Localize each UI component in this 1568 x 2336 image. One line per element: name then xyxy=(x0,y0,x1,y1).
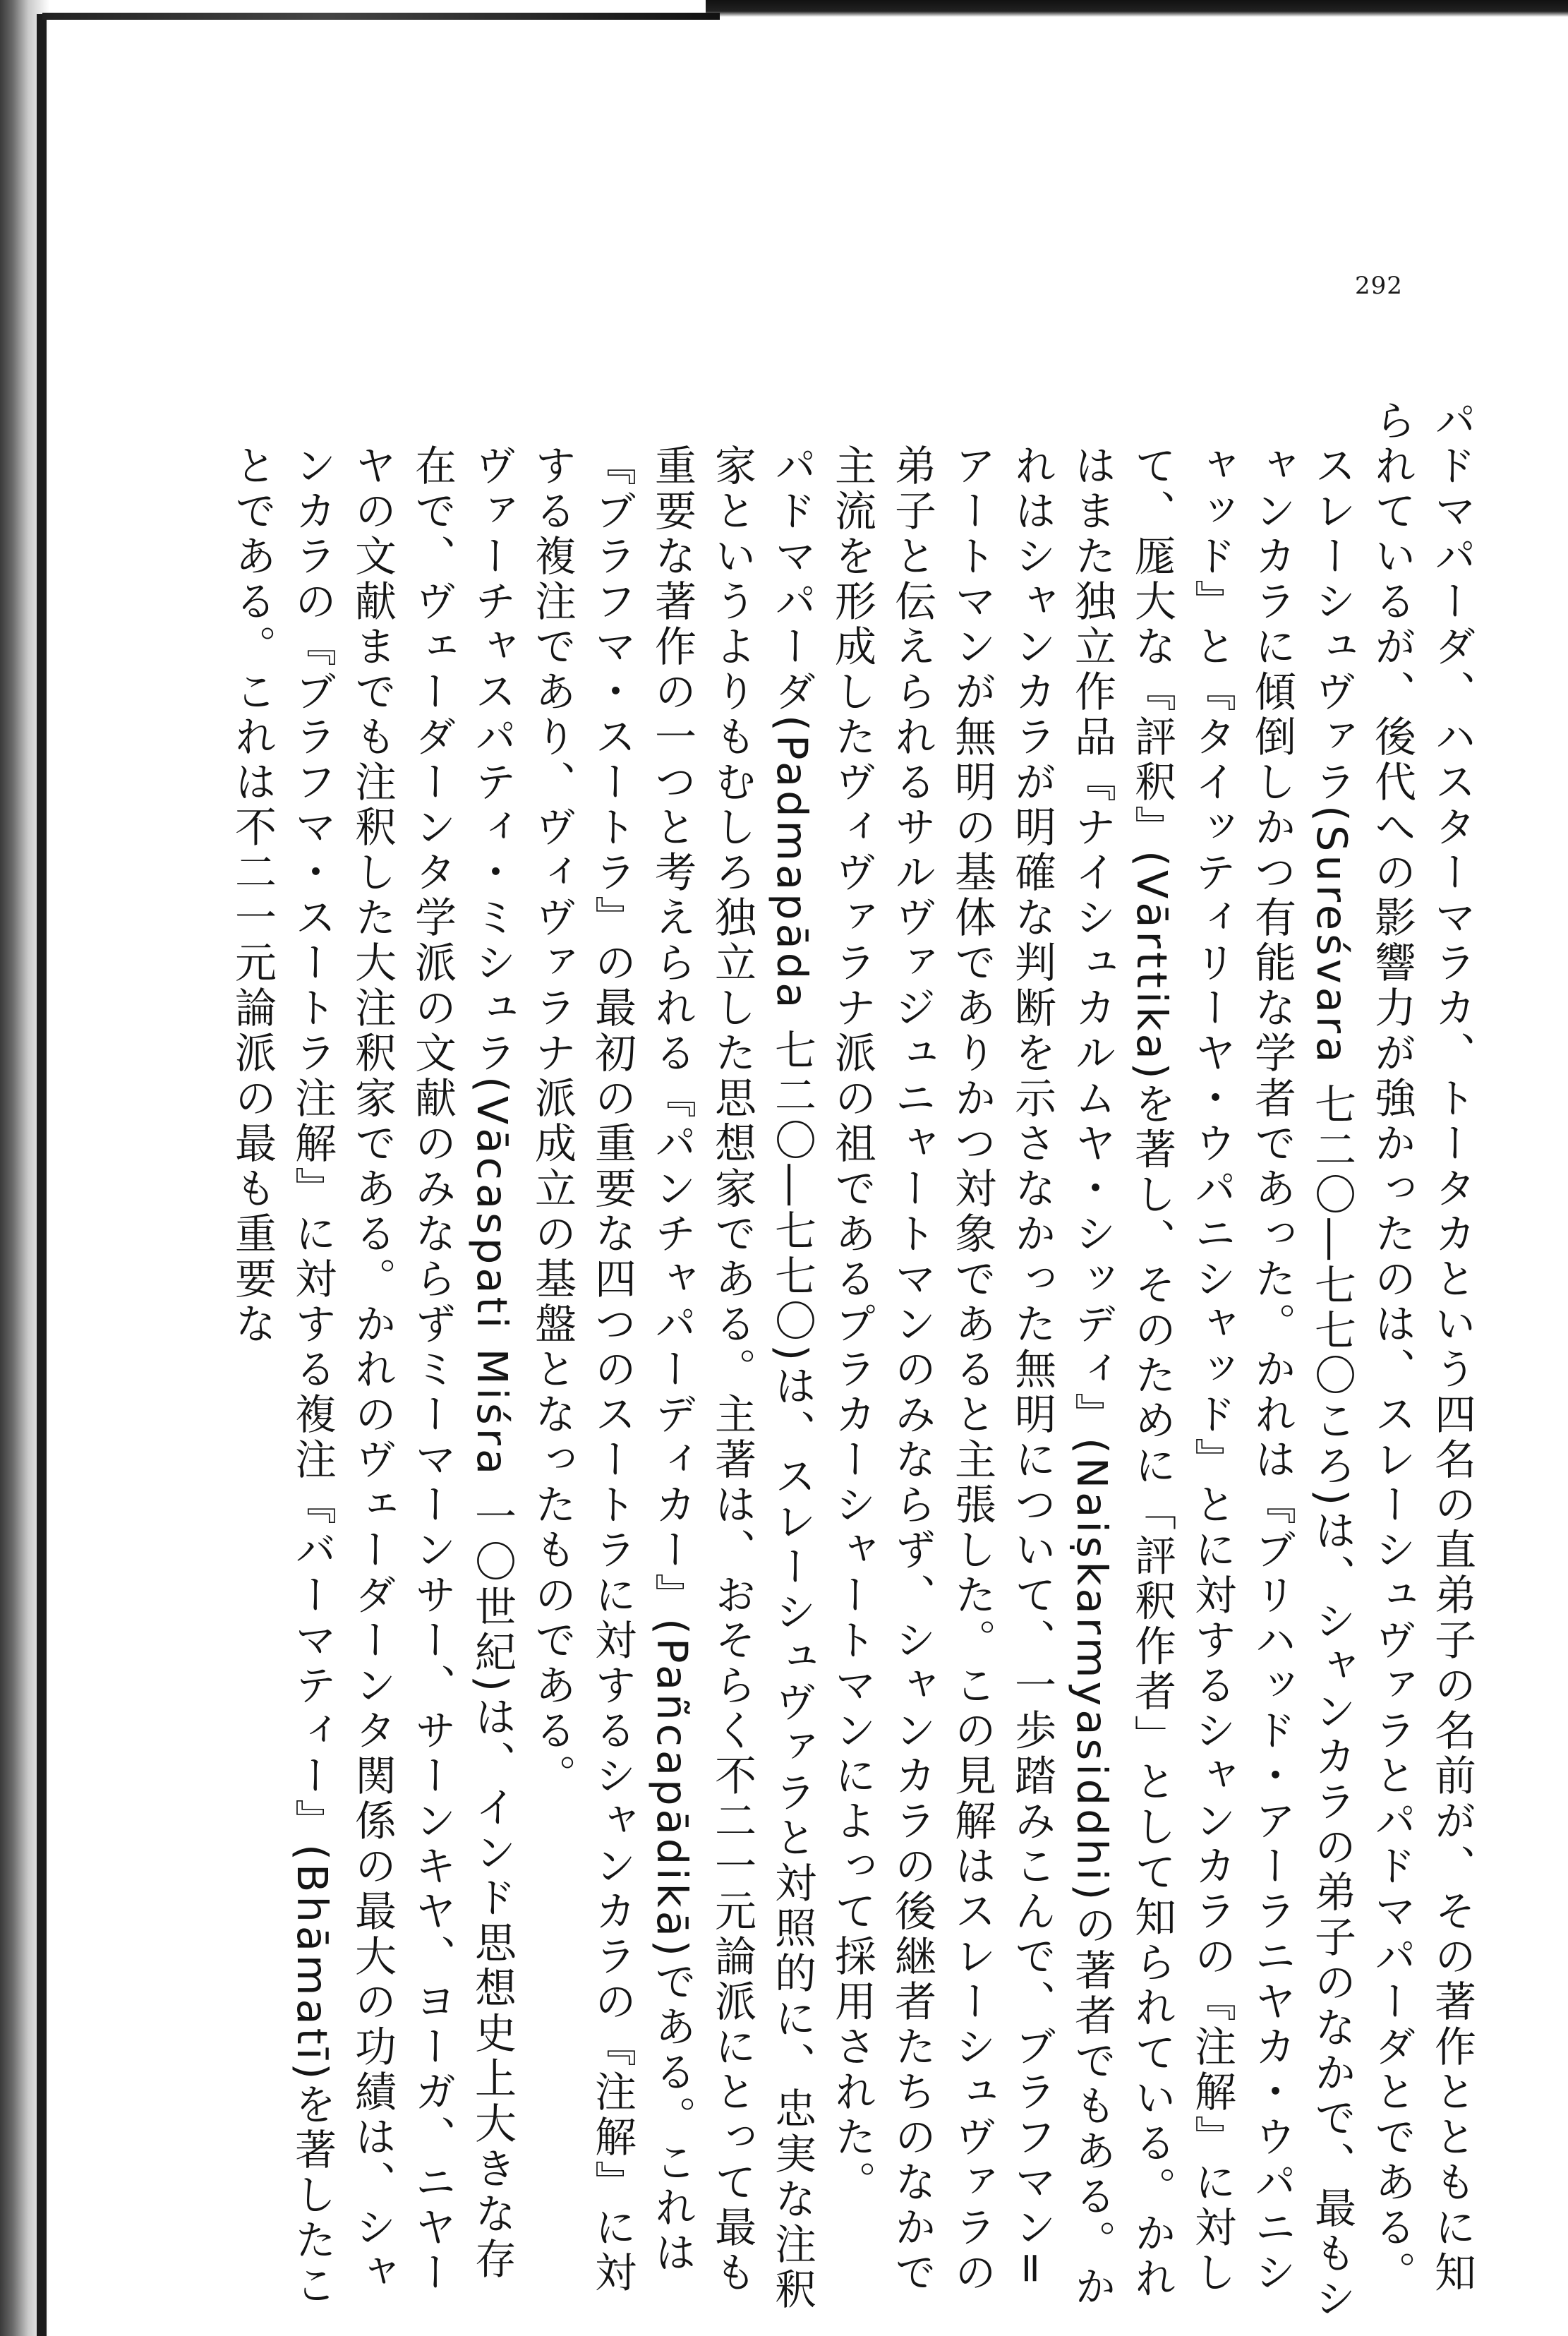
paragraph: パドマパーダ、ハスターマラカ、トータカという四名の直弟子の名前が、その著作とともに知られているが、後代への影響力が強かったのは、スレーシュヴァラとパドマパーダとである。 xyxy=(1368,399,1476,2296)
page-number: 292 xyxy=(1355,272,1403,300)
scan-top-edge xyxy=(706,0,1568,17)
scan-top-edge-thin xyxy=(42,13,720,20)
paragraph: パドマパーダ(Padmapāda 七二〇―七七〇)は、スレーシュヴァラと対照的に、忠実な注釈家というよりもむしろ独立した思想家である。主著は、おそらく不二一元論派にとって最も重要な著作の一つと考えられる『パンチャパーディカー』(Pañcapādikā)である。これは『ブラフマ・スートラ』の最初の重要な四つのスートラに対するシャンカラの『注解』に対する複注であり、ヴィヴァラナ派成立の基盤となったものである。 xyxy=(528,444,816,2313)
body-text xyxy=(228,399,1482,2325)
scan-binding-edge xyxy=(37,14,47,2336)
paragraph: スレーシュヴァラ(Sureśvara 七二〇―七七〇ころ)は、シャンカラの弟子のなかで、最もシャンカラに傾倒しかつ有能な学者であった。かれは『ブリハッド・アーラニヤカ・ウパニシャッド』と『タイッティリーヤ・ウパニシャッド』とに対するシャンカラの『注解』に対して、厖大な『評釈』(Vārttika)を著し、そのために「評釈作者」として知られている。かれはまた独立作品『ナイシュカルムヤ・シッディ』(Naiṣkarmyasiddhi)の著者でもある。かれはシャンカラが明確な判断を示さなかった無明について、一歩踏みこんで、ブラフマン=アートマンが無明の基体でありかつ対象であると主張した。この見解はスレーシュヴァラの弟子と伝えられるサルヴァジュニャートマンのみならず、シャンカラの後継者たちのなかで主流を形成したヴィヴァラナ派の祖であるプラカーシャートマンによって採用された。 xyxy=(828,444,1356,2323)
paragraph: ヴァーチャスパティ・ミシュラ(Vācaspati Miśra 一〇世紀)は、インド思想史上大きな存在で、ヴェーダーンタ学派の文献のみならずミーマーンサー、サーンキヤ、ヨーガ、ニヤーヤの文献までも注釈した大注釈家である。かれのヴェーダーンタ関係の最大の功績は、シャンカラの『ブラフマ・スートラ注解』に対する複注『バーマティー』(Bhāmatī)を著したことである。これは不二一元論派の最も重要な xyxy=(228,444,517,2309)
